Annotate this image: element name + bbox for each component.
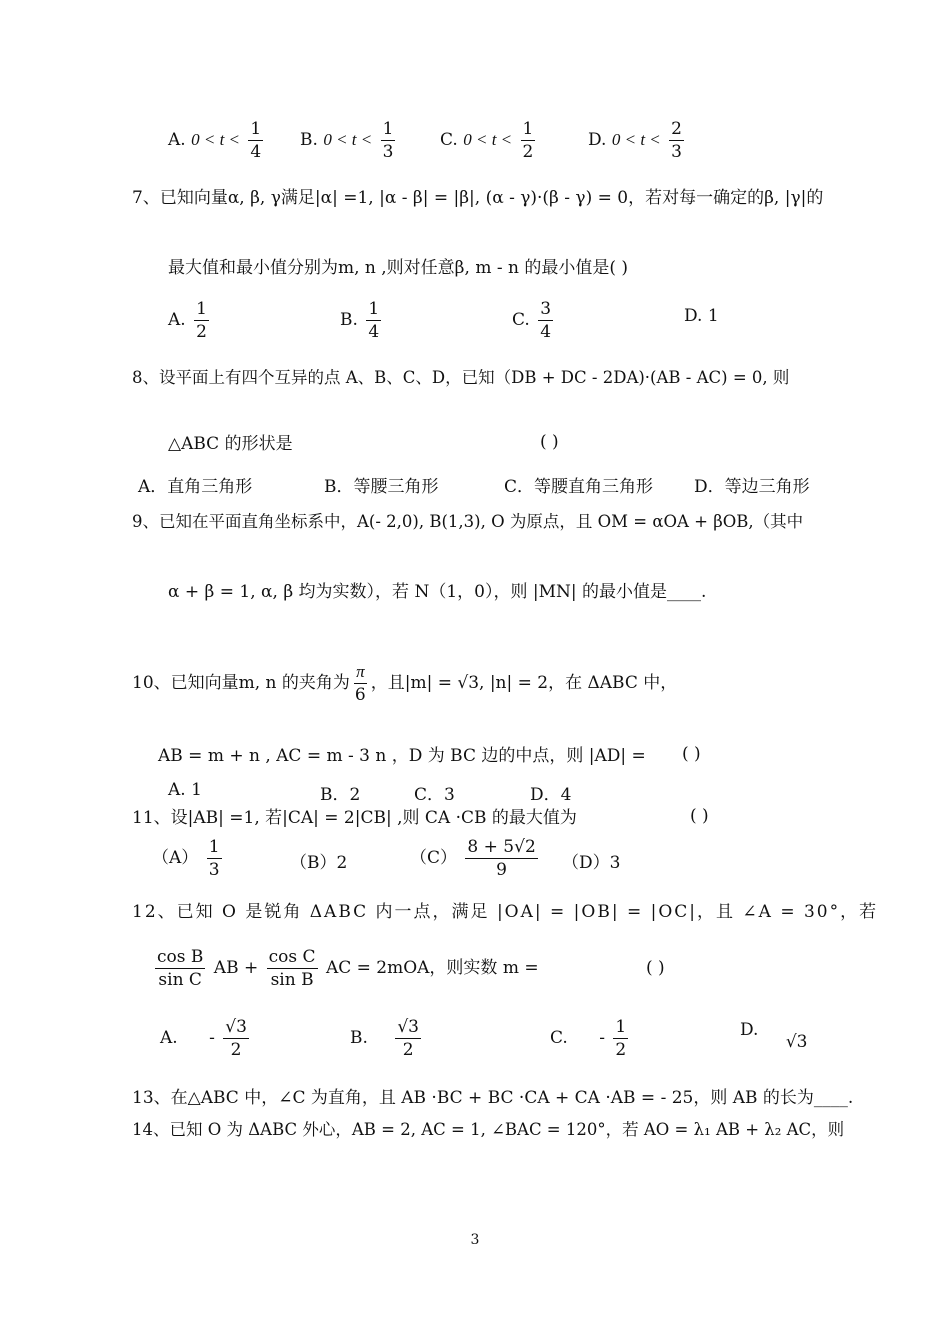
q11-option-a: （A） $\frac{1}{3}$ (152, 837, 220, 880)
q10-line2: AB = m + n , AC = m - 3 n ，D 为 BC 边的中点，则 |AD| = (158, 746, 646, 766)
q11-line1: 11、设|AB| =1, 若|CA| = 2|CB| ,则 CA ·CB 的最大值为 (132, 808, 577, 828)
q8-option-b: B．等腰三角形 (324, 477, 439, 497)
q11-option-c: （C） $\frac{8 + 5√2}{9}$ (410, 837, 536, 880)
q6-option-b: B. 0 < t < $\frac{1}{3}$ (300, 119, 394, 162)
fraction: $\frac{8 + 5√2}{9}$ (467, 837, 536, 880)
q12-line1: 12、已知 O 是锐角 ΔABC 内一点，满足 |OA| = |OB| = |OC|，且 ∠A = 30°，若 (132, 902, 879, 922)
fraction: $\frac{1}{3}$ (382, 119, 394, 162)
fraction: $\frac{\pi}{6}$ (354, 662, 366, 705)
q8-line2: △ABC 的形状是 (168, 434, 293, 454)
q12-option-a: A. - $\frac{√3}{2}$ (160, 1017, 247, 1060)
q8-option-c: C．等腰直角三角形 (504, 477, 654, 497)
q11-option-b: （B）2 (290, 853, 348, 873)
q13-line: 13、在△ABC 中，∠C 为直角，且 AB ·BC + BC ·CA + CA ·AB = - 25，则 AB 的长为____. (132, 1088, 854, 1108)
q10-line1: 10、已知向量m, n 的夹角为 $\frac{\pi}{6}$ ，且|m| = √3, |n| = 2，在 ΔABC 中， (132, 662, 678, 705)
fraction: $\frac{\text{cos C}}{\text{sin B}}$ (268, 947, 316, 990)
fraction: $\frac{\text{cos B}}{\text{sin C}}$ (157, 947, 204, 990)
answer-paren: ( ) (646, 958, 665, 978)
q6-option-c: C. 0 < t < $\frac{1}{2}$ (440, 119, 534, 162)
fraction: $\frac{1}{4}$ (250, 119, 262, 162)
q8-option-d: D．等边三角形 (694, 477, 810, 497)
q12-option-b: B. $\frac{√3}{2}$ (350, 1017, 419, 1060)
q7-option-b: B. $\frac{1}{4}$ (340, 299, 380, 342)
q10-option-c: C．3 (414, 785, 455, 805)
fraction: $\frac{2}{3}$ (671, 119, 682, 162)
q7-line2: 最大值和最小值分别为m, n ,则对任意β, m - n 的最小值是( ) (168, 258, 629, 278)
q12-option-c: C. - $\frac{1}{2}$ (550, 1017, 627, 1060)
q10-option-b: B．2 (320, 785, 361, 805)
q8-line1: 8、设平面上有四个互异的点 A、B、C、D，已知（DB + DC - 2DA)·(AB - AC) = 0, 则 (132, 368, 790, 387)
q7-option-d: D. 1 (684, 306, 719, 326)
q9-line2: α + β = 1, α, β 均为实数），若 N（1，0），则 |MN| 的最小值是____. (168, 582, 707, 602)
fraction: $\frac{1}{2}$ (196, 299, 207, 342)
answer-paren: ( ) (682, 744, 701, 764)
q11-option-d: （D）3 (562, 853, 621, 873)
q6-option-a: A. 0 < t < $\frac{1}{4}$ (168, 119, 262, 162)
q14-line: 14、已知 O 为 ΔABC 外心，AB = 2, AC = 1, ∠BAC = 120°，若 AO = λ₁ AB + λ₂ AC，则 (132, 1120, 845, 1139)
q9-line1: 9、已知在平面直角坐标系中，A(- 2,0), B(1,3), O 为原点，且 OM = αOA + βOB,（其中 (132, 512, 804, 531)
q8-option-a: A．直角三角形 (138, 477, 253, 497)
page-number: 3 (470, 1232, 480, 1248)
q12-option-d: D. √3 (740, 1020, 808, 1052)
q6-option-d: D. 0 < t < $\frac{2}{3}$ (588, 119, 682, 162)
answer-paren: ( ) (690, 806, 709, 826)
q7-option-c: C. $\frac{3}{4}$ (512, 299, 552, 342)
q10-option-a: A. 1 (168, 780, 202, 800)
q7-option-a: A. $\frac{1}{2}$ (168, 299, 207, 342)
fraction: $\frac{1}{2}$ (522, 119, 534, 162)
q7-line1: 7、已知向量α, β, γ满足|α| =1, |α - β| = |β|, (α - γ)·(β - γ) = 0，若对每一确定的β, |γ|的 (132, 188, 824, 208)
fraction: $\frac{1}{2}$ (615, 1017, 627, 1060)
q10-option-d: D．4 (530, 785, 572, 805)
q12-line2: $\frac{\text{cos B}}{\text{sin C}}$ AB + $\frac{\text{cos C}}{\text{sin B}}$ AC = 2mOA，则实数 m = (157, 947, 539, 990)
fraction: $\frac{3}{4}$ (540, 299, 552, 342)
fraction: $\frac{1}{4}$ (368, 299, 380, 342)
fraction: $\frac{√3}{2}$ (397, 1017, 419, 1060)
answer-paren: ( ) (540, 432, 559, 452)
fraction: $\frac{√3}{2}$ (225, 1017, 247, 1060)
fraction: $\frac{1}{3}$ (208, 837, 220, 880)
